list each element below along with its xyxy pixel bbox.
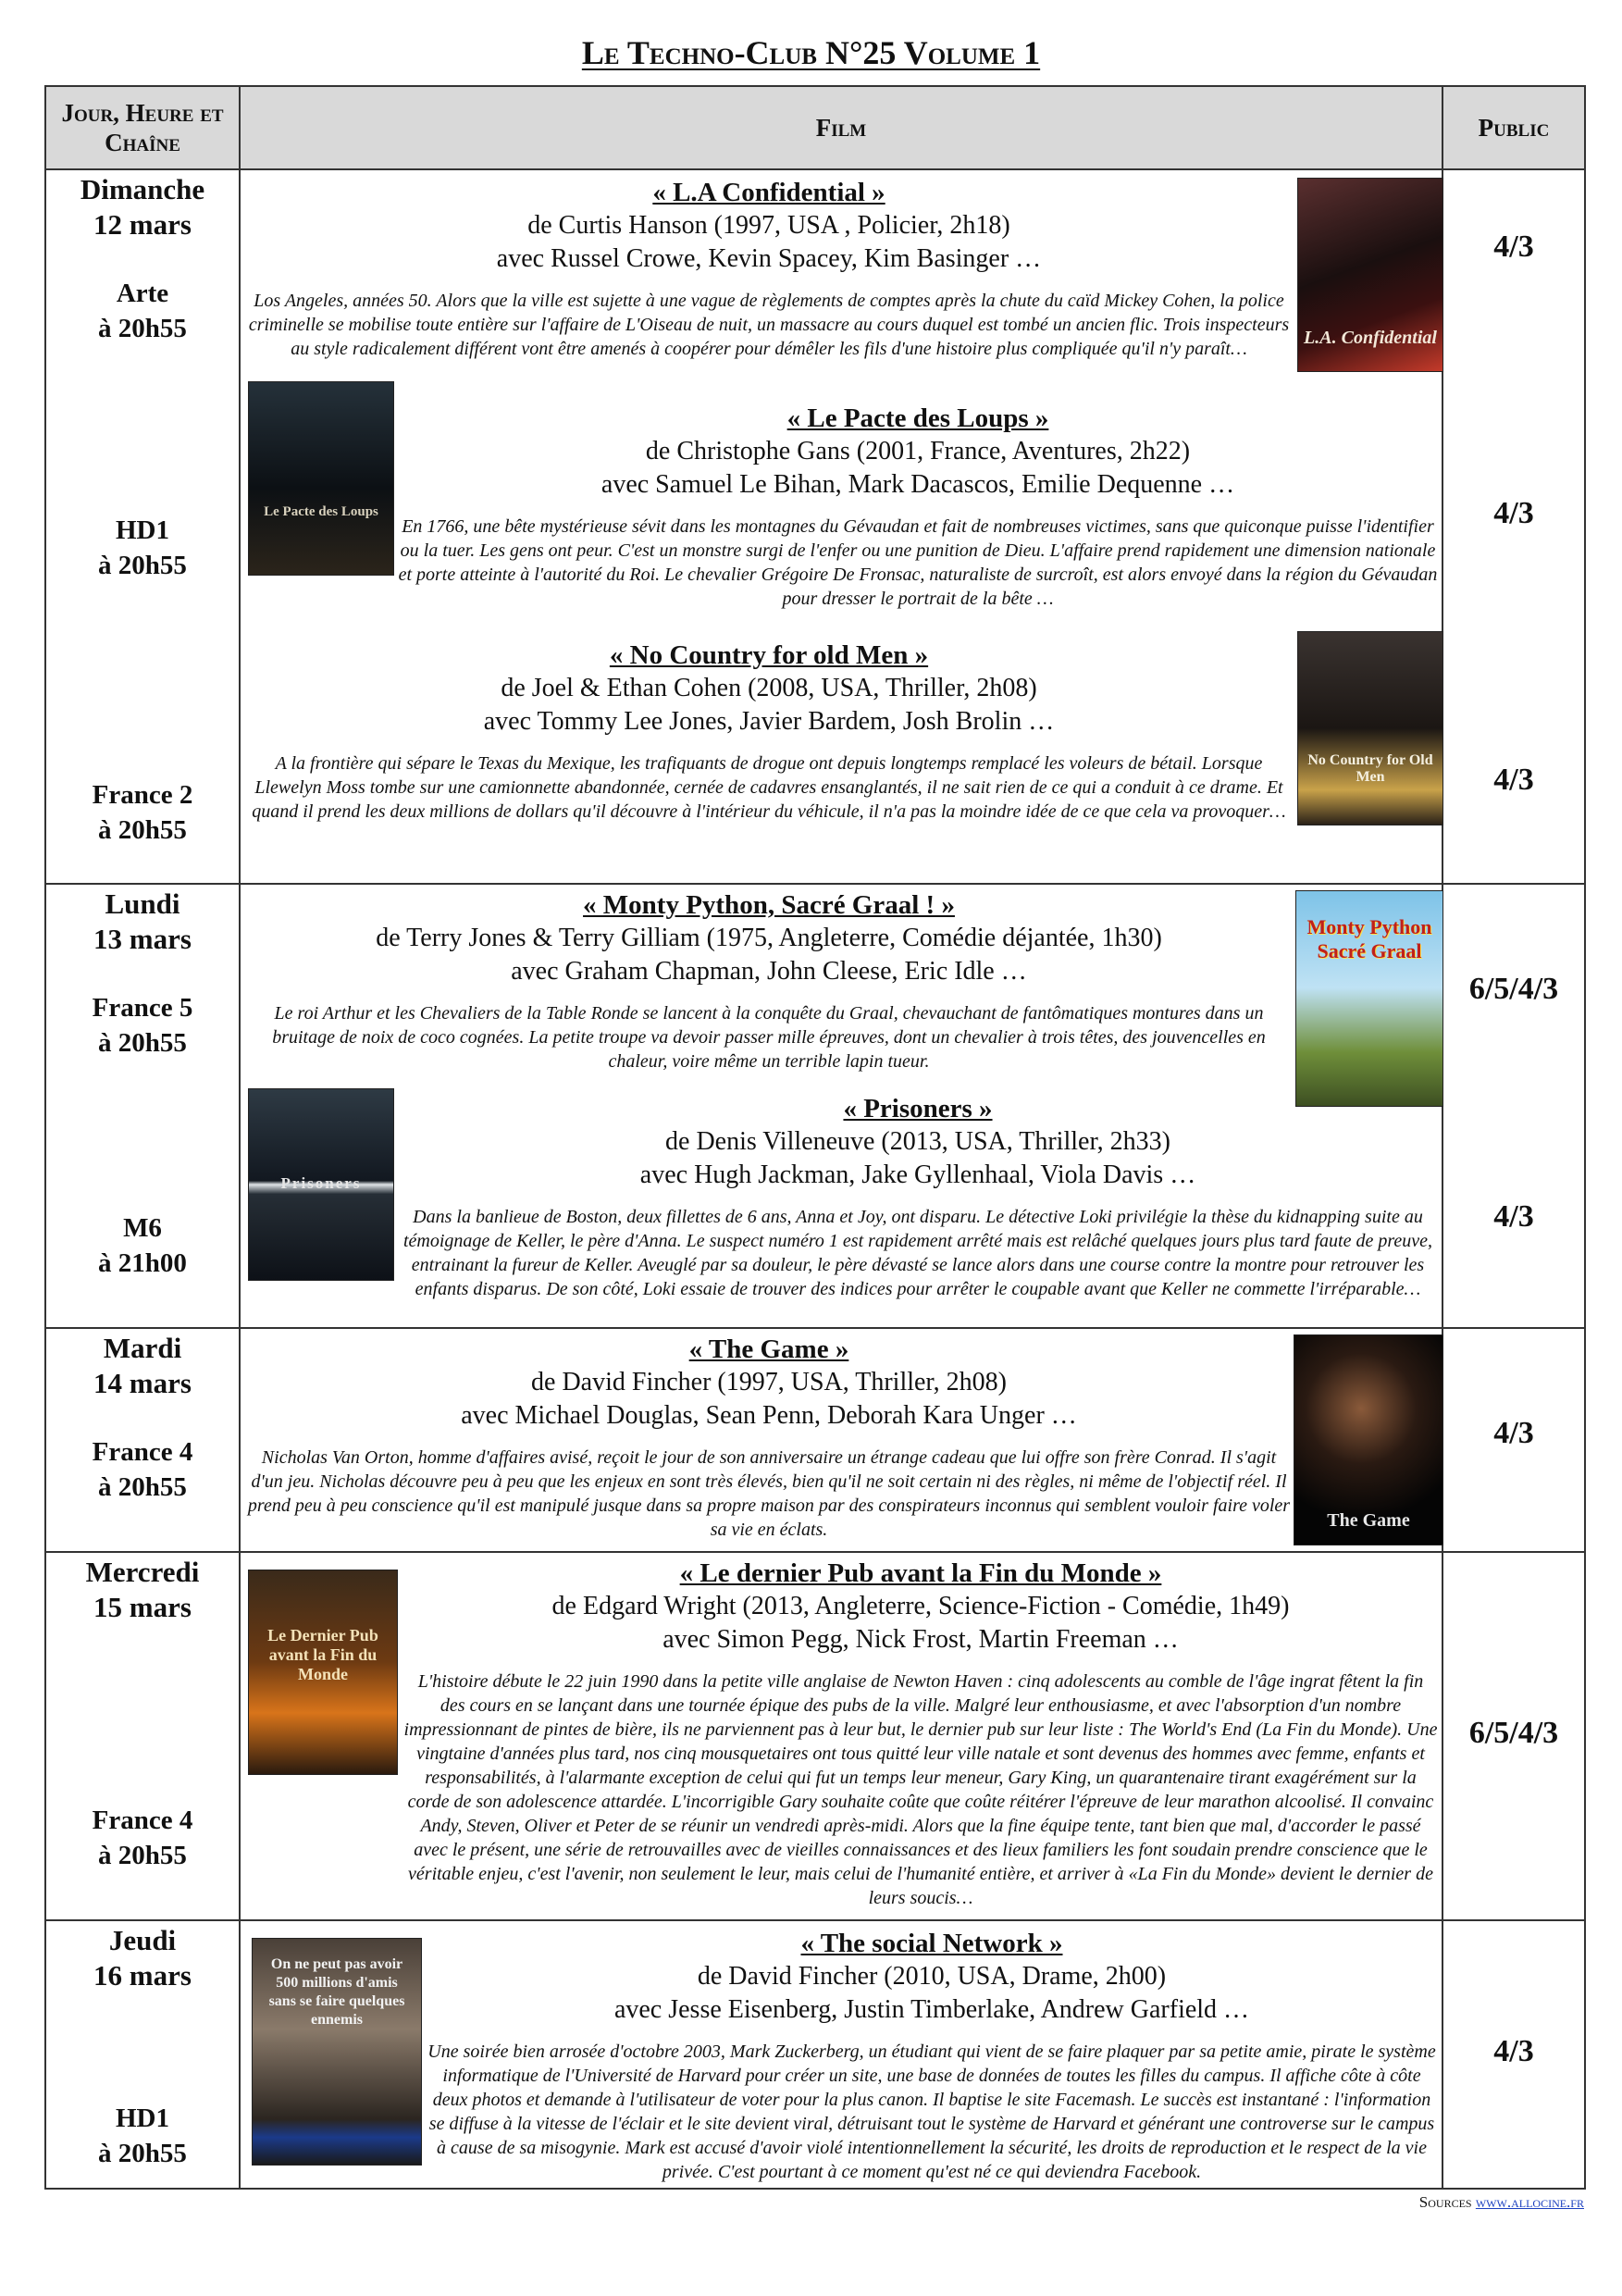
- poster-caption: Le Dernier Pub avant la Fin du Monde: [267, 1626, 378, 1683]
- film-title: « The Game »: [688, 1334, 849, 1364]
- channel-name: Arte: [116, 279, 169, 308]
- channel-name: France 4: [92, 1806, 193, 1835]
- film-cast: avec Graham Chapman, John Cleese, Eric Idle …: [511, 957, 1027, 986]
- public-rating: 4/3: [1493, 496, 1534, 530]
- day-date: 12 mars: [93, 208, 192, 241]
- movie-poster-icon: [252, 1938, 422, 2166]
- day-name: Dimanche: [80, 173, 205, 205]
- film-synopsis: Le roi Arthur et les Chevaliers de la Table Ronde se lancent à la conquête du Graal, chevauchant de fantômatiques montures dans un bruitage de noix de coco cognées. La petite troupe va devoir passer mille épreuves, dont un chevalier à trois têtes, des jouvencelles en chaleur, voire même un terrible lapin tueur.: [272, 1003, 1266, 1072]
- film-entry: [398, 1092, 1438, 1301]
- public-rating: 4/3: [1493, 1199, 1534, 1234]
- movie-poster-icon: [248, 381, 394, 576]
- films-cell: [240, 884, 1442, 1328]
- day-cell: [45, 884, 240, 1328]
- air-time: à 20h55: [98, 2139, 187, 2168]
- film-title: « L.A Confidential »: [652, 178, 885, 207]
- film-synopsis: Une soirée bien arrosée d'octobre 2003, Mark Zuckerberg, un étudiant qui vient de se faire plaquer par sa petite amie, pirate le système informatique de l'Université de Harvard pour créer un site, une base de données de toutes les filles du campus. Il affiche côte à côte deux photos et demande à l'utilisateur de voter pour la plus canon. Il baptise le site Facemash. Le succès est instantané : l'information se diffuse à la vitesse de l'éclair et le site devient viral, détruisant tout le système de Harvard et générant une controverse sur le campus à cause de sa misogynie. Mark est accusé d'avoir violé intentionnellement la sécurité, les droits de reproduction et le respect de la vie privée. C'est pourtant à ce moment qu'est né ce qui deviendra Facebook.: [427, 2042, 1436, 2182]
- film-cast: avec Simon Pegg, Nick Frost, Martin Freeman …: [662, 1625, 1179, 1654]
- page-title: Le Techno-Club N°25 Volume 1: [581, 34, 1041, 71]
- day-cell: [45, 1552, 240, 1920]
- film-entry: [246, 1333, 1292, 1542]
- day-name: Mardi: [103, 1332, 182, 1364]
- poster-caption: On ne peut pas avoir 500 millions d'amis sans se faire quelques ennemis: [268, 1956, 405, 2028]
- day-name: Jeudi: [108, 1924, 177, 1956]
- channel-name: M6: [123, 1213, 162, 1243]
- day-date: 15 mars: [93, 1591, 192, 1623]
- public-cell: [1442, 1920, 1585, 2189]
- poster-caption: L.A. Confidential: [1304, 328, 1437, 348]
- movie-poster-icon: [1297, 178, 1443, 372]
- film-cast: avec Michael Douglas, Sean Penn, Deborah Kara Unger …: [461, 1401, 1077, 1430]
- movie-poster-icon: [1294, 1334, 1443, 1545]
- air-time: à 20h55: [98, 1028, 187, 1058]
- film-title: « No Country for old Men »: [609, 640, 929, 670]
- air-time: à 21h00: [98, 1248, 187, 1278]
- film-director: de Christophe Gans (2001, France, Aventures, 2h22): [645, 437, 1191, 465]
- films-cell: [240, 1920, 1442, 2189]
- public-cell: [1442, 169, 1585, 884]
- film-entry: [426, 1927, 1438, 2184]
- film-synopsis: Dans la banlieue de Boston, deux fillettes de 6 ans, Anna et Joy, ont disparu. Le détective Loki privilégie la thèse du kidnapping suite au témoignage de Keller, le père d'Anna. Le suspect numéro 1 est rapidement arrêté mais est relâché quelques jours plus tard faute de preuve, entrainant la fureur de Keller. Aveuglé par sa douleur, le père dévasté se lance alors dans une course contre la montre pour retrouver les enfants disparus. De son côté, Loki essaie de trouver des indices pour arrêter le coupable avant que Keller ne commette l'irréparable…: [402, 1207, 1433, 1299]
- public-rating: 4/3: [1493, 230, 1534, 264]
- movie-poster-icon: [1295, 890, 1443, 1107]
- day-date: 16 mars: [93, 1959, 192, 1992]
- air-time: à 20h55: [98, 815, 187, 845]
- table-row: [45, 884, 1585, 1328]
- channel-name: HD1: [116, 515, 169, 545]
- movie-poster-icon: [248, 1570, 398, 1775]
- film-synopsis: En 1766, une bête mystérieuse sévit dans les montagnes du Gévaudan et fait de nombreuses victimes, sans que quiconque puisse l'identifier ou la tuer. Les gens ont peur. C'est un monstre surgi de l'enfer ou une punition de Dieu. L'affaire prend rapidement une dimension nationale et porte atteinte à l'autorité du Roi. Le chevalier Grégoire De Fronsac, naturaliste de surcroît, est alors envoyé dans la région du Gévaudan pour dresser le portrait de la bête …: [398, 516, 1438, 609]
- header-day: Jour, Heure et Chaîne: [45, 86, 240, 169]
- header-row: [45, 86, 1585, 169]
- film-director: de Edgard Wright (2013, Angleterre, Science-Fiction - Comédie, 1h49): [551, 1592, 1290, 1620]
- air-time: à 20h55: [98, 1472, 187, 1502]
- film-cast: avec Samuel Le Bihan, Mark Dacascos, Emilie Dequenne …: [601, 470, 1235, 499]
- poster-caption: Prisoners: [280, 1174, 362, 1192]
- film-title: « Le Pacte des Loups »: [786, 403, 1049, 433]
- day-cell: [45, 1920, 240, 2189]
- film-cast: avec Russel Crowe, Kevin Spacey, Kim Basinger …: [496, 244, 1042, 273]
- film-entry: [246, 176, 1292, 361]
- day-cell: [45, 169, 240, 884]
- day-name: Lundi: [105, 887, 180, 920]
- table-row: [45, 1552, 1585, 1920]
- sources-note: [1419, 2193, 1584, 2212]
- film-entry: [398, 402, 1438, 611]
- public-rating: 4/3: [1493, 2034, 1534, 2068]
- film-director: de Joel & Ethan Cohen (2008, USA, Thriller, 2h08): [501, 674, 1037, 702]
- films-cell: [240, 1552, 1442, 1920]
- air-time: à 20h55: [98, 314, 187, 343]
- film-director: de David Fincher (2010, USA, Drame, 2h00): [697, 1962, 1167, 1991]
- film-synopsis: Nicholas Van Orton, homme d'affaires avisé, reçoit le jour de son anniversaire un étrange cadeau que lui offre son frère Conrad. Il s'agit d'un jeu. Nicholas découvre peu à peu que les enjeux en sont très élevés, bien qu'il ne soit certain ni des règles, ni même de l'objectif réel. Il prend peu à peu conscience qu'il est manipulé jusque dans sa propre maison par des conspirateurs inconnus qui semblent vouloir faire voler sa vie en éclats.: [247, 1447, 1291, 1540]
- film-director: de Denis Villeneuve (2013, USA, Thriller, 2h33): [665, 1127, 1170, 1156]
- movie-poster-icon: [248, 1088, 394, 1281]
- table-row: [45, 1328, 1585, 1552]
- poster-caption: The Game: [1327, 1510, 1410, 1531]
- film-title: « The social Network »: [800, 1929, 1063, 1958]
- public-cell: [1442, 884, 1585, 1328]
- film-entry: [403, 1557, 1438, 1910]
- film-title: « Prisoners »: [843, 1094, 993, 1123]
- public-rating: 4/3: [1493, 1416, 1534, 1450]
- sources-link[interactable]: www.allocine.fr: [1475, 2193, 1584, 2211]
- film-title: « Monty Python, Sacré Graal ! »: [583, 890, 955, 920]
- public-rating: 4/3: [1493, 763, 1534, 797]
- film-synopsis: Los Angeles, années 50. Alors que la ville est sujette à une vague de règlements de comptes après la chute du caïd Mickey Cohen, la police criminelle se mobilise toute entière sur l'affaire de L'Oiseau de nuit, un massacre au cours duquel est tombé un ancien flic. Trois inspecteurs au style radicalement différent vont être amenés à coopérer pour démêler les fils d'une histoire plus compliquée qu'il n'y paraît…: [248, 291, 1290, 359]
- channel-name: France 5: [92, 993, 193, 1023]
- poster-caption: Monty Python Sacré Graal: [1306, 915, 1432, 962]
- film-synopsis: L'histoire débute le 22 juin 1990 dans la petite ville anglaise de Newton Haven : cinq adolescents au comble de l'âge ingrat fêtent la fin des cours en se lançant dans une tournée épique des pubs de la ville. Malgré leur enthousiasme, et avec l'absorption d'un nombre impressionnant de pintes de bière, ils ne parviennent pas à leur but, le dernier pub sur leur liste : The World's End (La Fin du Monde). Une vingtaine d'années plus tard, nos cinq mousquetaires ont tous quitté leur ville natale et sont devenus des hommes avec femme, enfants et responsabilités, à l'alarmante exception de celui qui fut un temps leur meneur, Gary King, un quarantenaire tirant exagérément sur la corde de son adolescence attardée. L'incorrigible Gary souhaite coûte que coûte réitérer l'épreuve de leur marathon alcoolisé. Il convainc Andy, Steven, Oliver et Peter de se réunir un vendredi après-midi. Alors que la fine équipe tente, tant bien que mal, d'accorder le passé avec le présent, une série de retrouvailles avec de vieilles connaissances et des lieux familiers les font soudain prendre conscience que le véritable enjeu, c'est l'avenir, non seulement le leur, mais celui de l'humanité entière, et arriver à «La Fin du Monde» devient le dernier de leurs soucis…: [403, 1671, 1438, 1908]
- day-name: Mercredi: [85, 1556, 200, 1588]
- channel-name: France 2: [92, 780, 193, 810]
- film-synopsis: A la frontière qui sépare le Texas du Mexique, les trafiquants de drogue ont depuis longtemps remplacé les voleurs de bétail. Lorsque Llewelyn Moss tombe sur une camionnette abandonnée, cernée de cadavres ensanglantés, il ne sait rien de ce qui a conduit à ce drame. Et quand il prend les deux millions de dollars qu'il découvre à l'intérieur du véhicule, il n'a pas la moindre idée de ce que cela va provoquer…: [252, 753, 1286, 822]
- header-public: Public: [1442, 86, 1585, 169]
- day-date: 14 mars: [93, 1367, 192, 1399]
- public-cell: [1442, 1552, 1585, 1920]
- films-cell: [240, 169, 1442, 884]
- public-cell: [1442, 1328, 1585, 1552]
- day-cell: [45, 1328, 240, 1552]
- table-row: [45, 169, 1585, 884]
- film-cast: avec Jesse Eisenberg, Justin Timberlake, Andrew Garfield …: [613, 1995, 1250, 2024]
- poster-caption: Le Pacte des Loups: [264, 504, 378, 519]
- film-director: de Terry Jones & Terry Gilliam (1975, Angleterre, Comédie déjantée, 1h30): [376, 924, 1162, 952]
- day-date: 13 mars: [93, 923, 192, 955]
- schedule-table: [44, 85, 1586, 2190]
- film-entry: [246, 639, 1292, 824]
- sources-label: Sources: [1418, 2193, 1472, 2211]
- film-director: de Curtis Hanson (1997, USA , Policier, 2h18): [527, 211, 1010, 240]
- header-film: Film: [240, 86, 1442, 169]
- movie-poster-icon: [1297, 631, 1443, 825]
- air-time: à 20h55: [98, 551, 187, 580]
- public-rating: 6/5/4/3: [1468, 1716, 1559, 1750]
- films-cell: [240, 1328, 1442, 1552]
- public-rating: 6/5/4/3: [1468, 972, 1559, 1006]
- film-cast: avec Hugh Jackman, Jake Gyllenhaal, Viola Davis …: [639, 1160, 1196, 1189]
- film-title: « Le dernier Pub avant la Fin du Monde »: [679, 1558, 1162, 1588]
- channel-name: HD1: [116, 2104, 169, 2133]
- film-director: de David Fincher (1997, USA, Thriller, 2h08): [531, 1368, 1007, 1396]
- air-time: à 20h55: [98, 1841, 187, 1870]
- film-cast: avec Tommy Lee Jones, Javier Bardem, Josh Brolin …: [483, 707, 1055, 736]
- table-row: [45, 1920, 1585, 2189]
- channel-name: France 4: [92, 1437, 193, 1467]
- film-entry: [246, 888, 1292, 1074]
- poster-caption: No Country for Old Men: [1307, 752, 1433, 785]
